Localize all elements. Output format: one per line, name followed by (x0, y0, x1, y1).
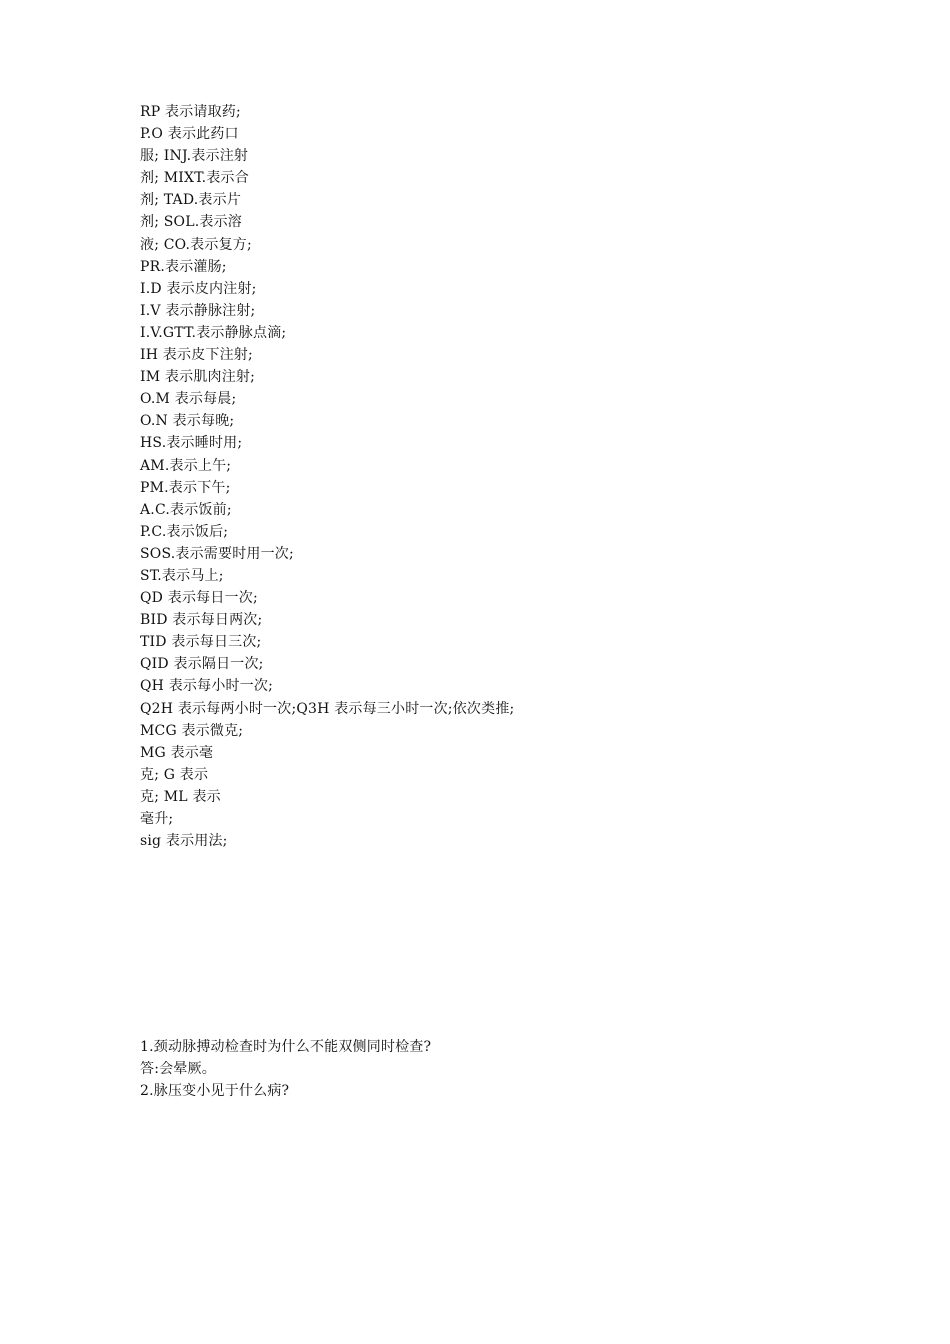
text-line: IH 表示皮下注射; (140, 347, 253, 364)
question-line: 2.脉压变小见于什么病? (140, 1083, 290, 1100)
text-line: AM.表示上午; (140, 457, 232, 474)
text-line: TID 表示每日三次; (140, 634, 262, 651)
text-line: QD 表示每日一次; (140, 590, 258, 607)
text-line: O.M 表示每晨; (140, 391, 237, 408)
text-line: I.V.GTT.表示静脉点滴; (140, 324, 287, 341)
text-line: 剂; MIXT.表示合 (140, 170, 249, 187)
text-line: Q2H 表示每两小时一次;Q3H 表示每三小时一次;依次类推; (140, 700, 515, 717)
question-line: 1.颈动脉搏动检查时为什么不能双侧同时检查? (140, 1039, 432, 1055)
text-line: QID 表示隔日一次; (140, 656, 264, 673)
text-line: PM.表示下午; (140, 479, 231, 496)
text-line: MCG 表示微克; (140, 722, 244, 739)
text-line: 克; G 表示 (140, 766, 209, 783)
text-line: sig 表示用法; (140, 833, 228, 850)
text-line: 毫升; (140, 811, 174, 827)
text-line: MG 表示毫 (140, 744, 214, 761)
text-line: A.C.表示饭前; (140, 501, 232, 518)
text-line: O.N 表示每晚; (140, 413, 235, 430)
text-line: IM 表示肌肉注射; (140, 369, 256, 386)
answer-line: 答:会晕厥。 (140, 1061, 216, 1078)
text-line: HS.表示睡时用; (140, 435, 243, 452)
question-answer-section (140, 1036, 840, 1102)
text-line: PR.表示灌肠; (140, 258, 227, 275)
text-line: 剂; SOL.表示溶 (140, 214, 242, 231)
abbreviation-list (140, 101, 840, 852)
text-line: 服; INJ.表示注射 (140, 148, 249, 165)
text-line: SOS.表示需要时用一次; (140, 545, 294, 562)
text-line: 克; ML 表示 (140, 788, 221, 805)
text-line: I.V 表示静脉注射; (140, 302, 256, 319)
text-line: 剂; TAD.表示片 (140, 192, 242, 209)
text-line: P.C.表示饭后; (140, 523, 229, 540)
text-line: BID 表示每日两次; (140, 612, 263, 629)
text-line: I.D 表示皮内注射; (140, 280, 257, 297)
text-line: QH 表示每小时一次; (140, 678, 274, 695)
text-line: RP 表示请取药; (140, 104, 241, 120)
text-line: P.O 表示此药口 (140, 126, 239, 143)
text-line: ST.表示马上; (140, 567, 224, 584)
text-line: 液; CO.表示复方; (140, 236, 252, 253)
